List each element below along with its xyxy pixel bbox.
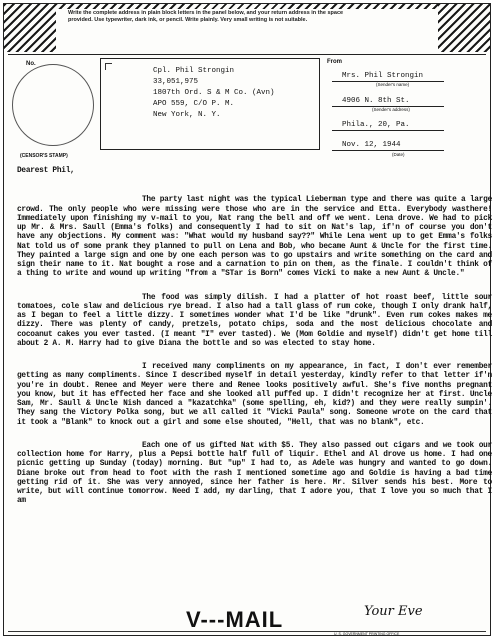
recipient-unit: 1807th Ord. S & M Co. (Avn)	[153, 89, 275, 97]
letter-greeting: Dearest Phil,	[17, 167, 75, 175]
letter-paragraph: The food was simply dilish. I had a platter of hot roast beef, little sour tomatoes, cole slaw and delicious rye bread. I also had a tall glass of rum coke, though I only drank half, as I began to feel a little dizzy. I sometimes wonder what I'd be like "drunk". Even rum cokes makes me dizzy. There was plenty of candy, pretzels, potato chips, soda and the most delicious chocolate and cocoanut cakes you ever tasted. (I meant "I" ever tasted). We (Mom Goldie and myself) didn't get home till about 2 A. M. Harry had to give Diana the bottle and so was elected to stay home.	[17, 293, 492, 348]
letter-body	[17, 167, 492, 516]
recipient-city: New York, N. Y.	[153, 111, 221, 119]
addr-corner-mark-tl	[105, 63, 112, 70]
letter-paragraph: Each one of us gifted Nat with $5. They also passed out cigars and we took our collection home for Harry, plus a Pepsi bottle half full of liquir. Ethel and Al drove us home. I had one picnic getting up Sunday (today) morning. But "up" I had to, as Adele was hungry and wanted to go down. Diane broke out from head to foot with the rash I mentioned sometime ago and Goldie is having a bad time getting rid of it. She was very annoyed, since her father is here. Mr. Silver sends his best. More to write, but will continue tomorrow. Need I add, my darling, that I adore you, that I love you so much that I am	[17, 441, 492, 506]
form-instructions	[68, 10, 428, 24]
no-label: No.	[26, 61, 36, 67]
date-caption: (Date)	[392, 152, 405, 157]
recipient-name: Cpl. Phil Strongin	[153, 67, 235, 75]
sender-name-field	[332, 71, 444, 82]
footer-divider	[8, 631, 486, 632]
vmail-form	[3, 3, 491, 636]
header-divider	[8, 54, 486, 55]
vmail-logo: V---MAIL	[186, 607, 284, 632]
sender-address-caption: (Sender's address)	[372, 107, 410, 112]
recipient-serial: 33,051,975	[153, 78, 199, 86]
instructions-line-2: provided. Use typewriter, dark ink, or pencil. Write plainly. Very small writing is not suitable.	[68, 17, 308, 23]
censor-stamp-label: (CENSOR'S STAMP)	[20, 153, 68, 159]
from-label: From	[327, 59, 342, 65]
gpo-imprint: U. S. GOVERNMENT PRINTING OFFICE	[334, 632, 400, 636]
sender-city-field	[332, 120, 444, 131]
letter-paragraph: The party last night was the typical Lieberman type and there was quite a large crowd. The only people who were missing were those who are in the service and Etta. Everybody wasthere! Immediately upon finishing my v-mail to you, Nat rang the bell and off we went. Lena drove. We had to pick up Mr. & Mrs. Saull (Emma's folks) and consequently I had to sit on Nat's lap, if'n of course you don't have any objections. My comment was: "What would my husband say??" While Lena went up to get Emma's folks Nat told us of some prank they planned to pull on Lena and Bob, who became Aunt & Uncle for the first time. They painted a large sign and one by one each person was to go upstairs and write something on the card and sign their name to it. Nat bought a rose and a carnation to pin on them, as the finale. I couldn't think of a thing to write and wound up writing "from a "STar is Born" comes Vicki to make a new Aunt & Uncle."	[17, 196, 492, 279]
sender-city: Phila., 20, Pa.	[342, 121, 410, 129]
censor-stamp-area	[12, 64, 94, 146]
hatch-band-left	[4, 4, 56, 52]
letter-paragraph: I received many compliments on my appearance, in fact, I don't ever remember getting as many compliments. Since I described myself in detail yesterday, kindly refer to that letter if'n you're in doubt. Renee and Meyer were there and Renee looks positively awful. She's five months pregnant you know, but it has effected her face and she looked all puffed up. I didn't recognize her at first. Uncle Sam, Mr. Saull & Uncle Nish danced a "kazatchka" (some spelling, eh, kid?) and they were really sumpin'. They sang the Victory Polka song, but we all called it "Vicki Paula" song. Someone wrote on the card that it took a "Blank" to knock out a girl and some else shouted, "Hell, that was no blank", etc.	[17, 363, 492, 427]
hatch-band-right	[438, 4, 490, 52]
recipient-address-panel	[100, 58, 320, 150]
handwritten-signature: Your Eve	[364, 604, 423, 619]
letter-date: Nov. 12, 1944	[342, 141, 401, 149]
sender-name: Mrs. Phil Strongin	[342, 72, 424, 80]
sender-address: 4906 N. 8th St.	[342, 97, 410, 105]
hatch-band-top	[4, 4, 490, 9]
sender-address-field	[332, 96, 444, 107]
date-field	[332, 140, 444, 151]
instructions-line-1: Write the complete address in plain block letters in the panel below, and your return address in the space	[68, 10, 344, 16]
sender-name-caption: (Sender's name)	[376, 82, 410, 87]
recipient-apo: APO 559, C/O P. M.	[153, 100, 235, 108]
